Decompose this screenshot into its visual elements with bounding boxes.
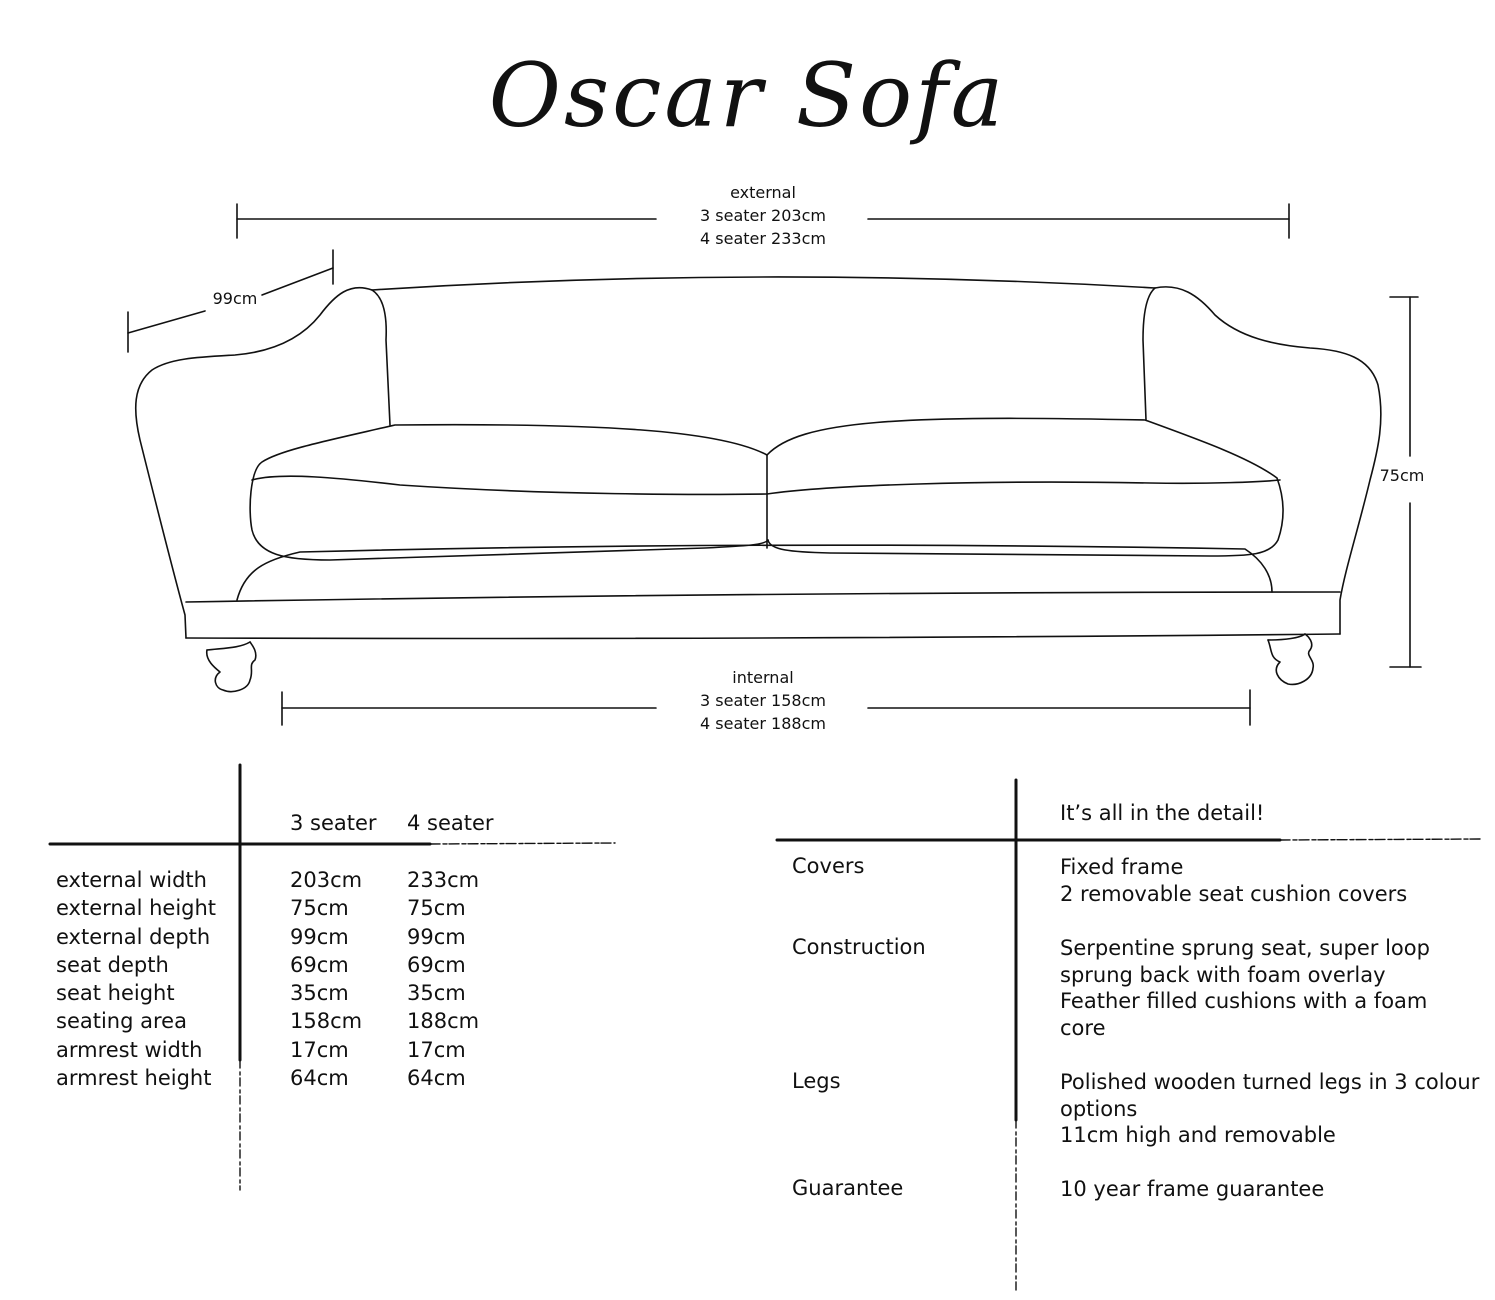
- height-label: 75cm: [1379, 466, 1425, 485]
- detail-construction: [1060, 935, 1480, 1041]
- detail-label-guarantee: Guarantee: [792, 1176, 904, 1200]
- table-row-label: armrest height: [56, 1066, 212, 1091]
- table-cell-4-seater: 17cm: [407, 1037, 466, 1062]
- page-title: Oscar Sofa: [488, 44, 1007, 147]
- table-row-label: external height: [56, 896, 217, 921]
- table-cell-3-seater: 203cm: [290, 868, 363, 892]
- detail-line: Serpentine sprung seat, super loop: [1060, 936, 1430, 960]
- table-cell-3-seater: 64cm: [290, 1066, 349, 1091]
- detail-guarantee: [1060, 1176, 1480, 1203]
- detail-line: options: [1060, 1096, 1138, 1121]
- external-label: external: [730, 183, 796, 202]
- table-cell-3-seater: 75cm: [290, 896, 349, 921]
- detail-label-covers: Covers: [792, 854, 865, 878]
- internal-3-seater: 3 seater 158cm: [700, 691, 826, 710]
- detail-line: Polished wooden turned legs in 3 colour: [1060, 1070, 1480, 1094]
- table-cell-3-seater: 69cm: [290, 952, 349, 977]
- detail-line: Fixed frame: [1060, 855, 1184, 879]
- table-cell-4-seater: 233cm: [407, 868, 480, 892]
- internal-dimension-label: [660, 666, 866, 735]
- detail-legs: [1060, 1069, 1490, 1149]
- size-table-4-seater: [407, 866, 479, 1092]
- table-cell-4-seater: 99cm: [407, 924, 466, 949]
- size-table-labels: [56, 866, 216, 1092]
- external-4-seater: 4 seater 233cm: [700, 229, 826, 248]
- size-table-3-seater: [290, 866, 362, 1092]
- internal-label: internal: [732, 668, 794, 687]
- detail-label-legs: Legs: [792, 1069, 841, 1093]
- table-cell-3-seater: 17cm: [290, 1037, 349, 1062]
- table-cell-4-seater: 188cm: [407, 1009, 480, 1034]
- table-row-label: seat height: [56, 981, 175, 1006]
- details-header: It’s all in the detail!: [1060, 801, 1265, 825]
- table-cell-3-seater: 35cm: [290, 981, 349, 1006]
- table-cell-4-seater: 35cm: [407, 981, 466, 1006]
- detail-covers: [1060, 854, 1480, 907]
- depth-label: 99cm: [212, 289, 258, 308]
- table-cell-3-seater: 158cm: [290, 1009, 363, 1034]
- table-row-label: armrest width: [56, 1037, 203, 1062]
- depth-dimension-line: [128, 311, 205, 333]
- detail-label-construction: Construction: [792, 935, 926, 959]
- table-row-label: seat depth: [56, 952, 169, 977]
- detail-line: 11cm high and removable: [1060, 1123, 1336, 1147]
- detail-line: 10 year frame guarantee: [1060, 1177, 1325, 1201]
- detail-line: sprung back with foam overlay: [1060, 962, 1386, 987]
- detail-line: core: [1060, 1015, 1106, 1040]
- detail-line: Feather filled cushions with a foam: [1060, 989, 1428, 1013]
- table-row-label: external width: [56, 868, 207, 892]
- internal-4-seater: 4 seater 188cm: [700, 714, 826, 733]
- col-header-4-seater: 4 seater: [407, 811, 494, 835]
- table-cell-4-seater: 69cm: [407, 952, 466, 977]
- table-row-label: seating area: [56, 1009, 187, 1034]
- table-row-label: external depth: [56, 924, 211, 949]
- col-header-3-seater: 3 seater: [290, 811, 377, 835]
- sofa-outline: [136, 277, 1381, 692]
- table-cell-4-seater: 75cm: [407, 896, 466, 921]
- table-cell-4-seater: 64cm: [407, 1066, 466, 1091]
- external-3-seater: 3 seater 203cm: [700, 206, 826, 225]
- detail-line: 2 removable seat cushion covers: [1060, 881, 1408, 906]
- external-dimension-label: [660, 181, 866, 250]
- table-cell-3-seater: 99cm: [290, 924, 349, 949]
